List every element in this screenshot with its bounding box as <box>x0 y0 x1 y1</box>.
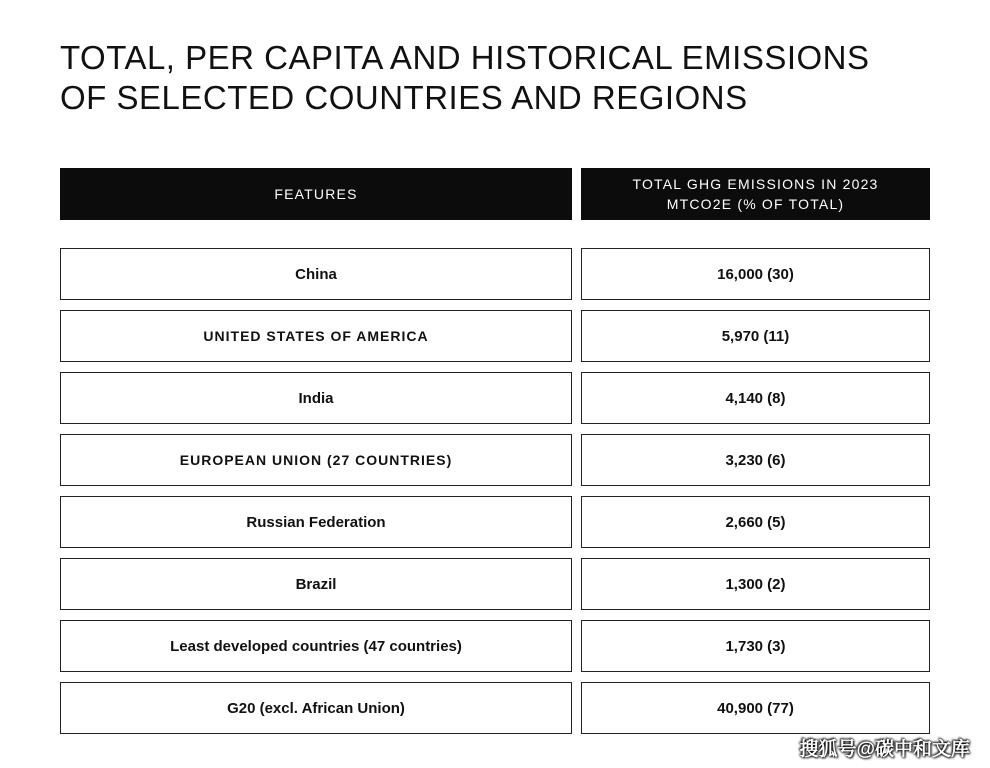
header-emissions <box>581 168 930 220</box>
table-row-feature: Least developed countries (47 countries) <box>60 620 572 672</box>
title-line-2: OF SELECTED COUNTRIES AND REGIONS <box>60 79 748 116</box>
table-row-emissions: 4,140 (8) <box>581 372 930 424</box>
header-features <box>60 168 572 220</box>
table-row-feature: EUROPEAN UNION (27 COUNTRIES) <box>60 434 572 486</box>
page-title <box>60 38 870 118</box>
header-emissions-line-1: TOTAL GHG EMISSIONS IN 2023 <box>632 176 879 192</box>
table-row-feature: China <box>60 248 572 300</box>
table-row-feature: India <box>60 372 572 424</box>
table-row-emissions: 16,000 (30) <box>581 248 930 300</box>
header-features-label: FEATURES <box>274 186 358 202</box>
table-row-emissions: 1,300 (2) <box>581 558 930 610</box>
table-row-feature: Brazil <box>60 558 572 610</box>
table-row-feature: Russian Federation <box>60 496 572 548</box>
title-line-1: TOTAL, PER CAPITA AND HISTORICAL EMISSIONS <box>60 39 870 76</box>
table-row-emissions: 2,660 (5) <box>581 496 930 548</box>
table-row-feature: UNITED STATES OF AMERICA <box>60 310 572 362</box>
watermark: 搜狐号@碳中和文库 <box>799 739 970 760</box>
table-row-emissions: 3,230 (6) <box>581 434 930 486</box>
table-row-feature: G20 (excl. African Union) <box>60 682 572 734</box>
table-row-emissions: 5,970 (11) <box>581 310 930 362</box>
table-row-emissions: 1,730 (3) <box>581 620 930 672</box>
table-row-emissions: 40,900 (77) <box>581 682 930 734</box>
header-emissions-line-2: MTCO2E (% OF TOTAL) <box>666 196 845 212</box>
